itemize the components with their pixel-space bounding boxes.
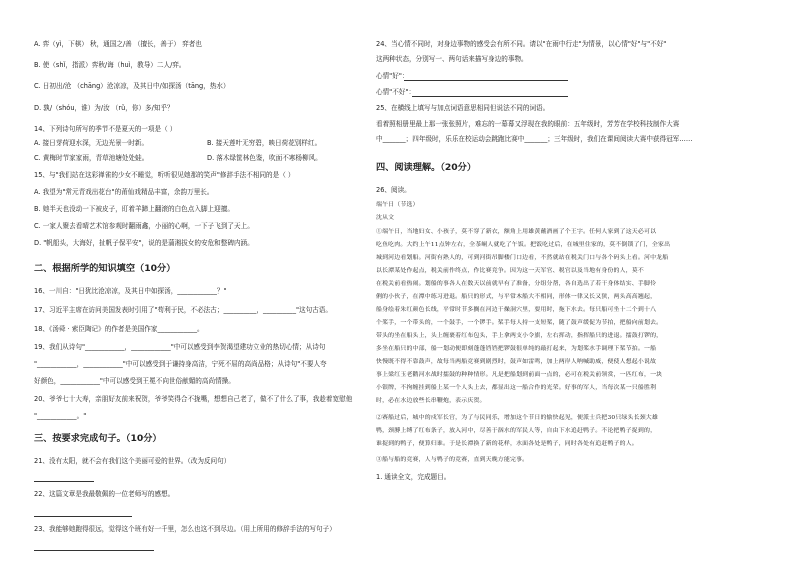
q25-line-3: 中_______；四年级时，乐乐在校运动会跳跑比赛中_______；三年级时，我们在课间阅读大赛中获得冠军…… — [376, 135, 693, 143]
passage-line: 快慢既不得不靠鼓声，故每当两船竞赛到剧烈时，鼓声如雷鸣，加上两岸人呐喊助威，便使人想起小说故 — [376, 359, 657, 365]
passage-line: 小银牌，不拘缠挂到船上某一个人头上去，都显出这一船合作的光荣。好事的军人，当每次某一只船胜利 — [376, 385, 657, 391]
passage-line: ①端午日，当地妇女、小孩子，莫不穿了新衣，额角上用雄黄蘸酒画了个王字。任何人家到了这天必可以 — [376, 229, 657, 235]
q19-line-2: "____________，____________"中可以感受到于谦持身高洁，宁死不屈的高尚品格；从诗句"不要人夸 — [34, 360, 327, 368]
q21: 21、没有太阳，就不会有我们这个美丽可爱的世界。（改为反问句） — [34, 457, 231, 465]
passage-line: ②赛船过后，城中的戍军长官，为了与民同乐，增加这个节日的愉快起见，便派士兵把30只绿头长颈大雄 — [376, 415, 658, 421]
passage-author: 沈从文 — [376, 215, 395, 221]
section-3-heading: 三、按要求完成句子。（10分） — [34, 433, 162, 444]
q15-option-c: C. 一家人聚去看晴艺术馆参观时翻雨鑫，小丽的心啊，一下子飞到了天上。 — [34, 222, 254, 230]
passage-line: 时，必在水边放些长串鞭炮，表示庆贺。 — [376, 398, 486, 404]
q14-stem: 14、下列诗句所写的季节不是夏天的一项是（ ） — [34, 125, 177, 133]
passage-line: 带头的坐在船头上，头上缠裹着红布包头，手上拿两支小令旗，左右挥动，指挥船只的进退。擂鼓打锣的， — [376, 333, 663, 339]
q25-stem: 25、在横线上填写与加点词语意思相同但说法不同的词语。 — [376, 104, 550, 112]
passage-line: 多坐在船只的中部，船一划动便即刻蓬蓬铛铛把锣鼓很单纯的敲打起来，为划桨水手调理下桨节拍。一船 — [376, 346, 657, 352]
q23-answer-line[interactable] — [34, 550, 154, 551]
q22-answer-line[interactable] — [34, 516, 132, 517]
q13-option-d: D. 孰/（shóu，谁）为/汝 （rǔ，你）多/知乎？ — [34, 104, 174, 112]
q25-line-2: 看着照相册里最上那一张张照片，难忘的一幕幕又浮现在我的眼前：五年级时，芳芳在学校科技制作大赛 — [376, 120, 680, 128]
q14-option-c: C. 黄梅时节家家雨，青草池塘处处蛙。 — [34, 154, 149, 162]
passage-line: 俐的小伙子，在潭中练习进退。船只的形式，与平常木船大不相同，形体一律又长又狭，两头高高翘起， — [376, 294, 657, 300]
q21-answer-line[interactable] — [34, 481, 94, 482]
mood-bad-answer-line[interactable] — [412, 96, 568, 97]
passage-line: ③船与船的竞赛，人与鸭子的竞赛，直到天晚方能完事。 — [376, 457, 529, 463]
passage-line: 吃鱼吃肉。大约上午11点钟左右，全茶峒人就吃了午饭。把饭吃过后，在城里住家的，莫不倒锁了门，全家出 — [376, 242, 671, 248]
passage-line: 鸭，颈膊上缚了红布条子，放入河中，尽善于泅水的军民人等，自由下水追赶鸭子。不论把鸭子捉到的， — [376, 428, 657, 434]
section-4-heading: 四、阅读理解。（20分） — [376, 162, 477, 173]
q24-line-1: 24、当心情不同时，对身边事物的感受会有所不同。请以"在雨中行走"为情景，以心情"好"与"不好" — [376, 40, 667, 48]
q15-option-b: B. 她半天也没动一下被皮子，盯着羊蹄上翻滚的白色点入脚上迎擅。 — [34, 205, 234, 213]
q24-line-2: 这两种状态，分别写一、两句话来描写身边的事物。 — [376, 55, 528, 63]
q20-line-1: 20、爷爷七十大寿，亲朋好友前来祝贺，爷爷笑得合不拢嘴，想想自己老了，做不了什么了事，我趁着宽慰他 — [34, 395, 353, 403]
q14-option-a: A. 接日芽荷迎水深，无边光景一时新。 — [34, 139, 149, 147]
q14-option-b: B. 接天莲叶无穷碧，映日荷花别样红。 — [207, 139, 322, 147]
q17: 17、习近平主席在访问美国发表时引用了"苟利于民，不必法古；__________，__________"这句古语。 — [34, 306, 332, 314]
q19-line-1: 19、我们从诗句"____________，____________"中可以感受到李贺渴望建功立业的热切心情；从诗句 — [34, 343, 326, 351]
passage-line: 谁捉到的鸭子，便算归谁。于是长潭换了新的花样，水面各处是鸭子，同时各处有追赶鸭子的人。 — [376, 441, 638, 447]
passage-line: 事上梁红玉老鹳河水战时擂鼓的种种情形。凡是把船划到前面一点的，必可在税关前领赏，一匹红布，一块 — [376, 372, 663, 378]
q15-option-d: D. "帆船头，大海好，扯帆子保平安"，说的是蒲湘拔女的安危和整碑内涵。 — [34, 239, 254, 247]
mood-bad-label: 心情"不好"： — [376, 88, 416, 96]
q23: 23、我能够她跑得很远，觉得这个班有好一千里，怎么也这不到尽边。（用上所用的修辞手法的写句子） — [34, 525, 336, 533]
mood-good-answer-line[interactable] — [404, 80, 568, 81]
q18: 18、《汤舜 · 索臣陶记》的作者是美国作家____________。 — [34, 325, 204, 333]
passage-line: 城到河边看划船。河街有熟人的，可到河街吊脚楼门口边看，不然就站在税关门口与各个码头上看。河中龙船 — [376, 255, 669, 261]
q13-option-c: C. 日初出/沧 （chāng）沧凉凉，及其日中/如探汤（tāng，热水） — [34, 82, 230, 90]
section-2-heading: 二、根据所学的知识填空（10分） — [34, 263, 176, 274]
q15-stem: 15、与"我们站在这彩禅雀的少女不睡觉，听听很见她那的笑声"修辞手法不相同的是（ ） — [34, 171, 295, 179]
passage-line: 船身绘着朱红颜色长线，平常时节多搁在河边干燥洞穴里，要用时，拖下水去。每只船可坐十二个到十八 — [376, 307, 657, 313]
mood-good-label: 心情"好"： — [376, 72, 409, 80]
q20-line-2: "____________。" — [34, 412, 87, 420]
passage-line: 在税关前看热闹。划船的事各人在数天以前就早有了准备，分组分帮，各自选出了若干身体结实、手脚伶 — [376, 281, 657, 287]
passage-title: 端午日（节选） — [376, 202, 419, 208]
q19-line-3: 好颜色，____________"中可以感受到王冕不向世俗献媚的高尚情操。 — [34, 377, 235, 385]
q22: 22、这篇文章是我最敬佩的一位老师写的感想。 — [34, 490, 175, 498]
q26-subquestion-1: 1. 通读全文，完成题目。 — [376, 473, 451, 481]
passage-line: 以长潭某处作起点，税关前作终点，作比赛竞争。因为这一天军官、税官以及当地有身份的人，莫不 — [376, 268, 644, 274]
q16: 16、一川自："日犹比沧凉凉，及其日中如探汤，____________？" — [34, 287, 227, 295]
passage-line: 个桨手，一个带头的，一个鼓手，一个锣手。桨手每人持一支短桨，随了鼓声缓促为节拍，把船向前划去。 — [376, 320, 663, 326]
q15-option-a: A. 我望为"常元青戏出花台"的莆仙戏精品丰富，余韵万里长。 — [34, 188, 214, 196]
q13-option-a: A. 弈（yì，下棋） 秋，通国之/善 （擅长，善于） 弈者也 — [34, 40, 202, 48]
q26-stem: 26、阅读。 — [376, 186, 411, 194]
q13-option-b: B. 使（shǐ，指派）弈秋/诲（huì，教导）二人/弈。 — [34, 61, 186, 69]
q14-option-d: D. 落木绿筐林色鉴，吹面不寒杨柳风。 — [207, 154, 322, 162]
